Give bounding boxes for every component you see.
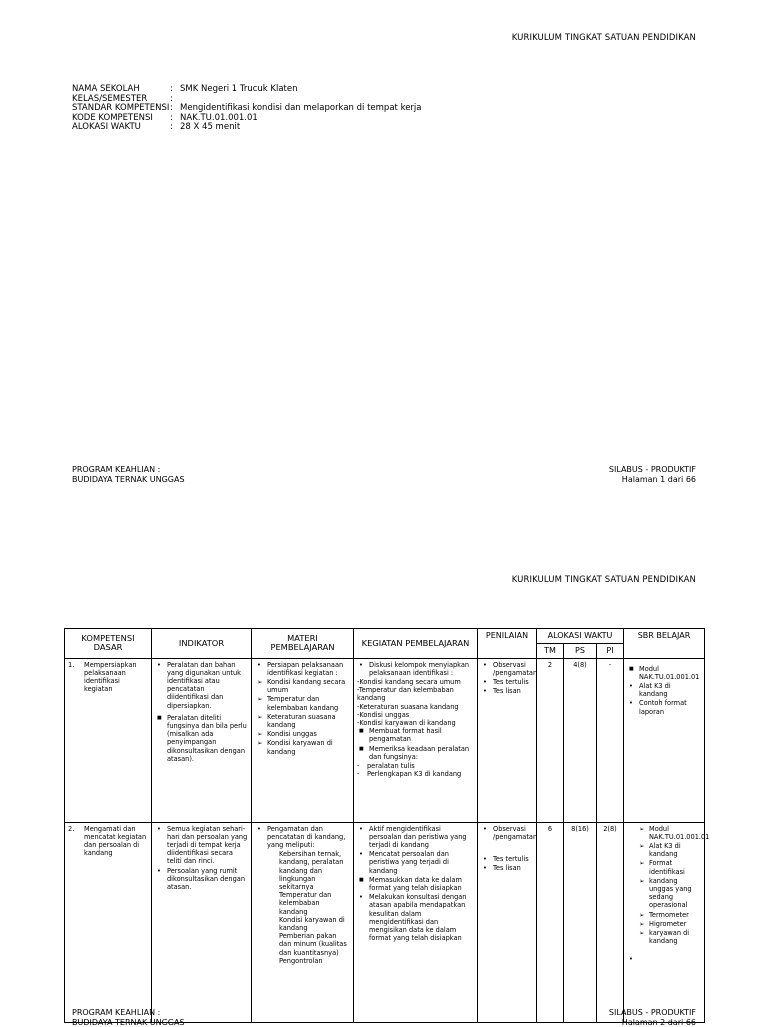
- pi-cell: -: [597, 658, 624, 822]
- materi-line: Pemberian pakan dan minum (kualitas dan kuantitasnya): [279, 932, 350, 957]
- info-row-school: NAMA SEKOLAH : SMK Negeri 1 Trucuk Klaten: [72, 85, 422, 95]
- col-materi: MATERI PEMBELAJARAN: [252, 629, 354, 659]
- page-number: Halaman 1 dari 66: [609, 475, 696, 485]
- list-item: ➢ Alat K3 di kandang: [637, 842, 701, 858]
- list-item: • Tes tertulis: [481, 855, 533, 863]
- page1-footer-left: [72, 465, 185, 484]
- list-item: ■ Memasukkan data ke dalam format yang telah disiapkan: [357, 876, 474, 892]
- list-item: ➢ Kondisi karyawan di kandang: [255, 739, 350, 755]
- list-item: ➢ Higrometer: [637, 920, 701, 928]
- list-item: ■ Memeriksa keadaan peralatan dan fungsinya:: [357, 745, 474, 761]
- penilaian-cell: [478, 658, 537, 822]
- page1-header: KURIKULUM TINGKAT SATUAN PENDIDIKAN: [512, 33, 696, 43]
- materi-cell: [252, 658, 354, 822]
- info-key: KELAS/SEMESTER: [72, 95, 170, 105]
- kegiatan-line: -Kondisi kandang secara umum: [357, 678, 474, 686]
- list-item: ■ Modul NAK.TU.01.001.01: [627, 665, 701, 681]
- info-row-class: KELAS/SEMESTER :: [72, 95, 422, 105]
- col-indikator: INDIKATOR: [152, 629, 252, 659]
- kegiatan-cell: [354, 822, 478, 1022]
- school-info: [72, 85, 422, 133]
- tm-cell: 2: [537, 658, 564, 822]
- page2-footer-left: [72, 1008, 185, 1027]
- indikator-cell: [152, 658, 252, 822]
- list-item: • Contoh format laporan: [627, 699, 701, 715]
- info-row-time: ALOKASI WAKTU : 28 X 45 menit: [72, 123, 422, 133]
- col-pi: PI: [597, 644, 624, 659]
- list-item: • Diskusi kelompok menyiapkan pelaksanaan identifikasi :: [357, 661, 474, 677]
- page-number: Halaman 2 dari 66: [609, 1018, 696, 1027]
- list-item: • Observasi /pengamatan: [481, 661, 533, 677]
- ps-cell: 8(16): [564, 822, 597, 1022]
- list-item: ➢ Format identifikasi: [637, 859, 701, 875]
- materi-line: Pengontrolan: [279, 957, 350, 965]
- list-item: • Tes tertulis: [481, 678, 533, 686]
- indikator-cell: [152, 822, 252, 1022]
- info-key: KODE KOMPETENSI: [72, 114, 170, 124]
- sumber-cell: [624, 658, 705, 822]
- syllabus-table: [64, 628, 705, 1023]
- list-item: ➢ karyawan di kandang: [637, 929, 701, 945]
- list-item: • Persoalan yang rumit dikonsultasikan dengan atasan.: [155, 867, 248, 892]
- col-ps: PS: [564, 644, 597, 659]
- kegiatan-line: -Kondisi unggas: [357, 711, 474, 719]
- sumber-cell: [624, 822, 705, 1022]
- kd-text: Mempersiapkan pelaksanaan identifikasi kegiatan: [84, 661, 148, 694]
- list-item: ➢ Kondisi kandang secara umum: [255, 678, 350, 694]
- kd-cell: [65, 822, 152, 1022]
- tm-cell: 6: [537, 822, 564, 1022]
- list-item: • Pengamatan dan pencatatan di kandang, yang meliputi:: [255, 825, 350, 850]
- info-row-standard: STANDAR KOMPETENSI : Mengidentifikasi kondisi dan melaporkan di tempat kerja: [72, 104, 422, 114]
- list-item: ■ Membuat format hasil pengamatan: [357, 727, 474, 743]
- kegiatan-dash-item: peralatan tulis: [367, 762, 415, 770]
- row-number: 1.: [68, 661, 84, 694]
- program-name: BUDIDAYA TERNAK UNGGAS: [72, 475, 185, 485]
- materi-cell: [252, 822, 354, 1022]
- materi-line: Kondisi karyawan di kandang: [279, 916, 350, 932]
- info-value: SMK Negeri 1 Trucuk Klaten: [180, 85, 298, 95]
- silabus-label: SILABUS - PRODUKTIF: [609, 1008, 696, 1018]
- ps-cell: 4(8): [564, 658, 597, 822]
- col-penilaian: PENILAIAN: [478, 629, 537, 659]
- list-item: ➢ Termometer: [637, 911, 701, 919]
- list-item: • Alat K3 di kandang: [627, 682, 701, 698]
- page2-header: KURIKULUM TINGKAT SATUAN PENDIDIKAN: [512, 575, 696, 585]
- col-tm: TM: [537, 644, 564, 659]
- col-kompetensi-dasar: KOMPETENSI DASAR: [65, 629, 152, 659]
- list-item: • Aktif mengidentifikasi persoalan dan peristiwa yang terjadi di kandang: [357, 825, 474, 850]
- info-key: NAMA SEKOLAH: [72, 85, 170, 95]
- info-key: ALOKASI WAKTU: [72, 123, 170, 133]
- page1-footer-right: [609, 465, 696, 484]
- list-item: ➢ Kondisi unggas: [255, 730, 350, 738]
- list-item: ➢ Modul NAK.TU.01.001.01: [637, 825, 701, 841]
- row-number: 2.: [68, 825, 84, 858]
- list-item: ➢ kandang unggas yang sedang operasional: [637, 877, 701, 910]
- list-item: ➢ Temperatur dan kelembaban kandang: [255, 695, 350, 711]
- col-kegiatan: KEGIATAN PEMBELAJARAN: [354, 629, 478, 659]
- info-value: 28 X 45 menit: [180, 123, 240, 133]
- kd-text: Mengamati dan mencatat kegiatan dan persoalan di kandang: [84, 825, 148, 858]
- kegiatan-line: -Kondisi karyawan di kandang: [357, 719, 474, 727]
- table-row: [65, 822, 705, 1022]
- page2-footer-right: [609, 1008, 696, 1027]
- list-item: ■ Peralatan diteliti fungsinya dan bila perlu (misalkan ada penyimpangan dikonsultasikan dengan atasan).: [155, 714, 248, 763]
- list-item: • Peralatan dan bahan yang digunakan untuk identifikasi atau pencatatan diidentifikasi dan dipersiapkan.: [155, 661, 248, 710]
- list-item: • Observasi /pengamatan: [481, 825, 533, 841]
- list-item: • Mencatat persoalan dan peristiwa yang terjadi di kandang: [357, 850, 474, 875]
- program-label: PROGRAM KEAHLIAN :: [72, 1008, 185, 1018]
- materi-line: Temperatur dan kelembaban kandang: [279, 891, 350, 916]
- list-item: • Persiapan pelaksanaan identifikasi kegiatan :: [255, 661, 350, 677]
- penilaian-cell: [478, 822, 537, 1022]
- kegiatan-dash-item: Perlengkapan K3 di kandang: [367, 770, 461, 778]
- kegiatan-line: -Keteraturan suasana kandang: [357, 703, 474, 711]
- info-value: NAK.TU.01.001.01: [180, 114, 258, 124]
- list-item: ➢ Keteraturan suasana kandang: [255, 713, 350, 729]
- col-alokasi-waktu: ALOKASI WAKTU: [537, 629, 624, 644]
- table-row: [65, 658, 705, 822]
- list-item: • Tes lisan: [481, 687, 533, 695]
- pi-cell: 2(8): [597, 822, 624, 1022]
- silabus-label: SILABUS - PRODUKTIF: [609, 465, 696, 475]
- list-item: • Semua kegiatan sehari-hari dan persoalan yang terjadi di tempat kerja diidentifikasi secara teliti dan rinci.: [155, 825, 248, 866]
- list-item: • Tes lisan: [481, 864, 533, 872]
- program-name: BUDIDAYA TERNAK UNGGAS: [72, 1018, 185, 1027]
- info-row-code: KODE KOMPETENSI : NAK.TU.01.001.01: [72, 114, 422, 124]
- kd-cell: [65, 658, 152, 822]
- kegiatan-line: -Temperatur dan kelembaban kandang: [357, 686, 474, 702]
- info-key: STANDAR KOMPETENSI: [72, 104, 170, 114]
- kegiatan-cell: • Diskusi kelompok menyiapkan pelaksanaan identifikasi : -Kondisi kandang secara umum -Temperatur dan kelembaban kandang -Keteraturan suasana kandang -Kondisi unggas -Kondisi karyawan di kandang ■ Membuat format hasil pengamatan ■ Memeriksa keadaan peralatan dan fungsinya: - peralatan tulis - Perlengkapan K3 di kandang: [354, 658, 478, 822]
- list-item: • Melakukan konsultasi dengan atasan apabila mendapatkan kesulitan dalam mengidentifikasi dan mengisikan data ke dalam format yang telah disiapkan: [357, 893, 474, 942]
- info-value: Mengidentifikasi kondisi dan melaporkan di tempat kerja: [180, 104, 422, 114]
- col-sumber-belajar: SBR BELAJAR: [624, 629, 705, 659]
- materi-line: Kebersihan ternak, kandang, peralatan kandang dan lingkungan sekitarnya: [279, 850, 350, 891]
- program-label: PROGRAM KEAHLIAN :: [72, 465, 185, 475]
